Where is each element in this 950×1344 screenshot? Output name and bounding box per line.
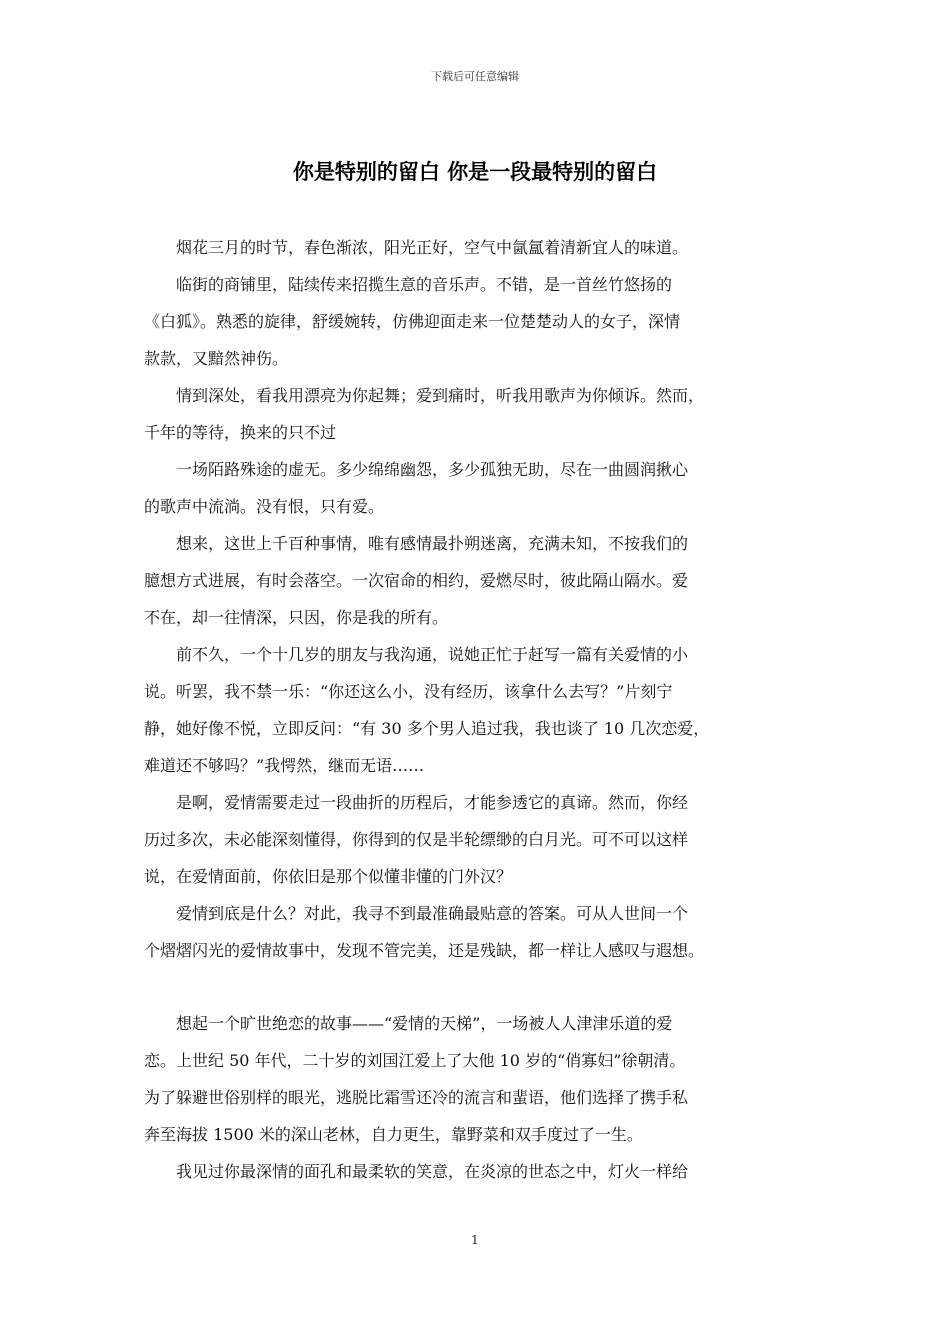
header-note: 下载后可任意编辑	[431, 70, 519, 83]
text-line: 个熠熠闪光的爱情故事中，发现不管完美，还是残缺，都一样让人感叹与遐想。	[144, 941, 705, 960]
text-line: 历过多次，未必能深刻懂得，你得到的仅是半轮缥缈的白月光。可不可以这样	[144, 830, 689, 849]
text-line: 爱情到底是什么？对此，我寻不到最准确最贴意的答案。可从人世间一个	[144, 904, 689, 923]
text-line: 的歌声中流淌。没有恨，只有爱。	[144, 497, 385, 516]
text-line: 说。听罢，我不禁一乐：“你还这么小，没有经历，该拿什么去写？”片刻宁	[144, 682, 673, 701]
text-line: 《白狐》。熟悉的旋律，舒缓婉转，仿佛迎面走来一位楚楚动人的女子，深情	[144, 312, 681, 331]
document-body	[144, 229, 806, 1190]
text-line: 烟花三月的时节，春色渐浓，阳光正好，空气中氤氲着清新宜人的味道。	[144, 238, 689, 257]
text-line: 想起一个旷世绝恋的故事——“爱情的天梯”，一场被人人津津乐道的爱	[144, 1014, 673, 1033]
text-line: 静，她好像不悦，立即反问：“有 30 多个男人追过我，我也谈了 10 几次恋爱，	[144, 719, 710, 738]
text-line: 临街的商铺里，陆续传来招揽生意的音乐声。不错，是一首丝竹悠扬的	[144, 275, 673, 294]
paragraph-gap	[144, 969, 806, 1005]
text-line: 千年的等待，换来的只不过	[144, 423, 337, 442]
text-line: 前不久，一个十几岁的朋友与我沟通，说她正忙于赶写一篇有关爱情的小	[144, 645, 689, 664]
text-line: 说，在爱情面前，你依旧是那个似懂非懂的门外汉？	[144, 867, 513, 886]
text-line: 为了躲避世俗别样的眼光，逃脱比霜雪还冷的流言和蜚语，他们选择了携手私	[144, 1088, 689, 1107]
text-line: 我见过你最深情的面孔和最柔软的笑意，在炎凉的世态之中，灯火一样给	[144, 1162, 689, 1181]
document-title: 你是特别的留白 你是一段最特别的留白	[292, 159, 658, 184]
text-line: 一场陌路殊途的虚无。多少绵绵幽怨，多少孤独无助，尽在一曲圆润揪心	[144, 460, 689, 479]
text-line: 情到深处，看我用漂亮为你起舞；爱到痛时，听我用歌声为你倾诉。然而，	[144, 386, 705, 405]
text-line: 款款，又黯然神伤。	[144, 349, 289, 368]
text-line: 想来，这世上千百种事情，唯有感情最扑朔迷离，充满未知，不按我们的	[144, 534, 689, 553]
text-line: 奔至海拔 1500 米的深山老林，自力更生，靠野菜和双手度过了一生。	[144, 1125, 643, 1144]
text-line: 是啊，爱情需要走过一段曲折的历程后，才能参透它的真谛。然而，你经	[144, 793, 689, 812]
text-line: 恋。上世纪 50 年代，二十岁的刘国江爱上了大他 10 岁的“俏寡妇”徐朝清。	[144, 1051, 686, 1070]
text-line: 臆想方式进展，有时会落空。一次宿命的相约，爱燃尽时，彼此隔山隔水。爱	[144, 571, 689, 590]
text-line: 难道还不够吗？”我愕然，继而无语……	[144, 756, 425, 775]
text-line: 不在，却一往情深，只因，你是我的所有。	[144, 608, 449, 627]
page-number: 1	[471, 1233, 479, 1247]
